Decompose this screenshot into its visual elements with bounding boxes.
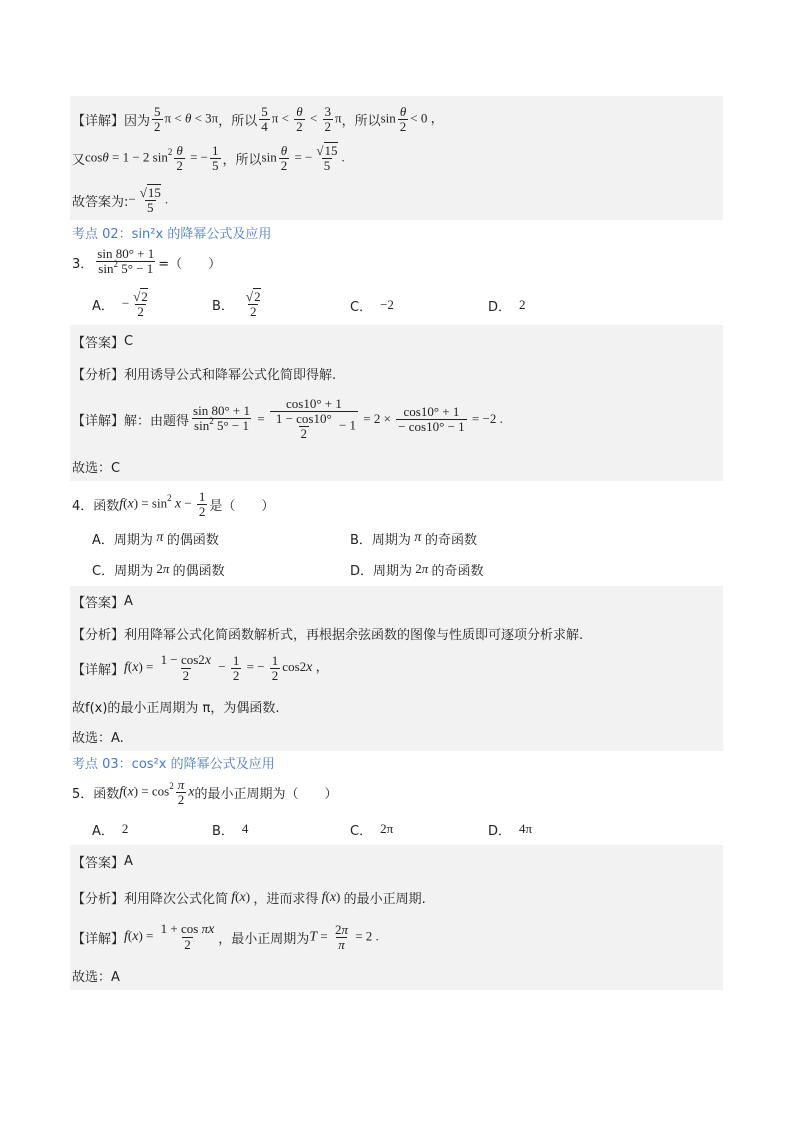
q4-detail-math: f(x) = $\frac{1 - \cos 2x}{2}$ − $\frac{1}{2}$ = − $\frac{1}{2}$ cos2x ， xyxy=(124,652,329,683)
section-heading-02: 考点 02：sin²x 的降幂公式及应用 xyxy=(72,226,272,242)
q4-option-d[interactable]: D．周期为 2π 的奇函数 xyxy=(350,561,484,579)
q5-solution-bg xyxy=(70,845,723,990)
math-sin-half-negative: sin $\frac{\theta}{2}$ < 0 ， xyxy=(380,103,444,134)
q3-detail: 【详解】 解：由题得 $\frac{\sin 80^\circ + 1}{\sin^2 5^\circ - 1}$ = cos10° + 1 $\frac{1 - \cos 10^\circ}{2}$ − 1 = 2 × $\frac{\cos 10^\circ + 1}{- \cos 10^\circ - 1}$ = −2 . xyxy=(72,396,503,441)
q3-tail: =（ ） xyxy=(158,256,222,272)
text-also: 又 xyxy=(72,152,86,168)
detail-tag: 【详解】 xyxy=(72,113,125,129)
q5-answer: 【答案】 A xyxy=(72,853,133,871)
text-answer-is: 故答案为: xyxy=(72,194,129,210)
q3-option-b[interactable]: B． $\frac{√2}{2}$ xyxy=(212,288,261,319)
q4-option-c[interactable]: C．周期为 2π 的偶函数 xyxy=(92,561,225,579)
q4-detail: 【详解】 f(x) = $\frac{1 - \cos 2x}{2}$ − $\frac{1}{2}$ = − $\frac{1}{2}$ cos2x ， xyxy=(72,652,329,683)
q3-answer: 【答案】 C xyxy=(72,333,134,351)
math-cos-theta: cosθ = 1 − 2 $\sin^2$ $\frac{\theta}{2}$ = − $\frac{1}{5}$ xyxy=(85,142,219,173)
text-because: 因为 xyxy=(124,113,151,129)
q5-detail: 【详解】 f(x) = $\frac{\text{1 + cos πx}}{2}$ ，最小正周期为 T = $\frac{2\pi}{\pi}$ = 2 . xyxy=(72,921,379,952)
math-final-answer: − $\frac{√15}{5}$ . xyxy=(128,184,169,215)
q5-number: 5．函数 xyxy=(72,786,120,802)
detail-line-1 xyxy=(72,104,444,134)
text-so: ，所以 xyxy=(218,113,258,129)
q3-expression: $\frac{\sin 80^\circ + 1}{\sin^2 5^\circ - 1}$ xyxy=(97,246,155,276)
q5-function: $f(x) = \cos^2$ $\frac{\pi}{2}$ x xyxy=(119,776,195,807)
q5-option-a[interactable]: A． 2 xyxy=(92,821,129,839)
q5-detail-math: f(x) = $\frac{\text{1 + cos πx}}{2}$ xyxy=(124,921,215,952)
q3-stem xyxy=(72,244,221,280)
q3-option-c[interactable]: C． −2 xyxy=(350,297,394,315)
q4-stem: 4．函数 $f(x) = \sin^2 x$ − $\frac{1}{2}$ 是（ ） xyxy=(72,488,275,519)
q3-choose: 故选：C xyxy=(72,460,121,476)
q4-function: $f(x) = \sin^2 x$ − $\frac{1}{2}$ xyxy=(119,488,206,519)
q4-option-a[interactable]: A．周期为 π 的偶函数 xyxy=(92,530,219,548)
detail-line-2 xyxy=(72,141,345,175)
q3-option-a[interactable]: A． − $\frac{√2}{2}$ xyxy=(92,288,148,319)
math-sin-half-value: sin $\frac{\theta}{2}$ = − $\frac{√15}{5}$ . xyxy=(261,142,345,173)
q5-option-d[interactable]: D． 4π xyxy=(488,821,533,839)
q3-detail-math: $\frac{\sin 80^\circ + 1}{\sin^2 5^\circ - 1}$ = cos10° + 1 $\frac{1 - \cos 10^\circ}{2}$ − 1 = 2 × $\frac{\cos 10^\circ + 1}{- \cos 10^\circ - 1}$ = −2 . xyxy=(193,396,503,441)
math-range-half-theta: $\frac{5}{4}$ π < $\frac{\theta}{2}$ < $\frac{3}{2}$ π xyxy=(261,103,342,134)
q4-option-b[interactable]: B．周期为 π 的奇函数 xyxy=(350,530,477,548)
q5-option-c[interactable]: C． 2π xyxy=(350,821,394,839)
q3-number: 3． xyxy=(72,256,94,272)
text-so-2: ，所以 xyxy=(341,113,381,129)
q4-analysis: 【分析】 利用降幂公式化简函数解析式，再根据余弦函数的图像与性质即可逐项分析求解. xyxy=(72,627,584,643)
q3-option-d[interactable]: D． 2 xyxy=(488,297,526,315)
text-so-3: ，所以 xyxy=(222,152,262,168)
detail-line-3 xyxy=(72,182,168,218)
q4-answer: 【答案】 A xyxy=(72,593,133,611)
q4-number: 4．函数 xyxy=(72,498,120,514)
math-range-theta: $\frac{5}{2}$ π < θ < 3π xyxy=(154,103,219,134)
q5-analysis: 【分析】 利用降次公式化简 f(x) ，进而求得 f(x) 的最小正周期. xyxy=(72,888,426,907)
q4-choose: 故选：A. xyxy=(72,730,124,746)
section-heading-03: 考点 03：cos²x 的降幂公式及应用 xyxy=(72,756,275,772)
q5-stem: 5．函数 $f(x) = \cos^2$ $\frac{\pi}{2}$ x 的最小正周期为（ ） xyxy=(72,776,338,807)
q5-option-b[interactable]: B． 4 xyxy=(212,821,249,839)
q5-choose: 故选：A xyxy=(72,969,120,985)
q3-analysis: 【分析】 利用诱导公式和降幂公式化简即得解. xyxy=(72,367,337,383)
q4-line2: 故f(x)的最小正周期为 π，为偶函数. xyxy=(72,700,280,716)
q5-period-math: T = $\frac{2\pi}{\pi}$ = 2 . xyxy=(309,921,379,952)
